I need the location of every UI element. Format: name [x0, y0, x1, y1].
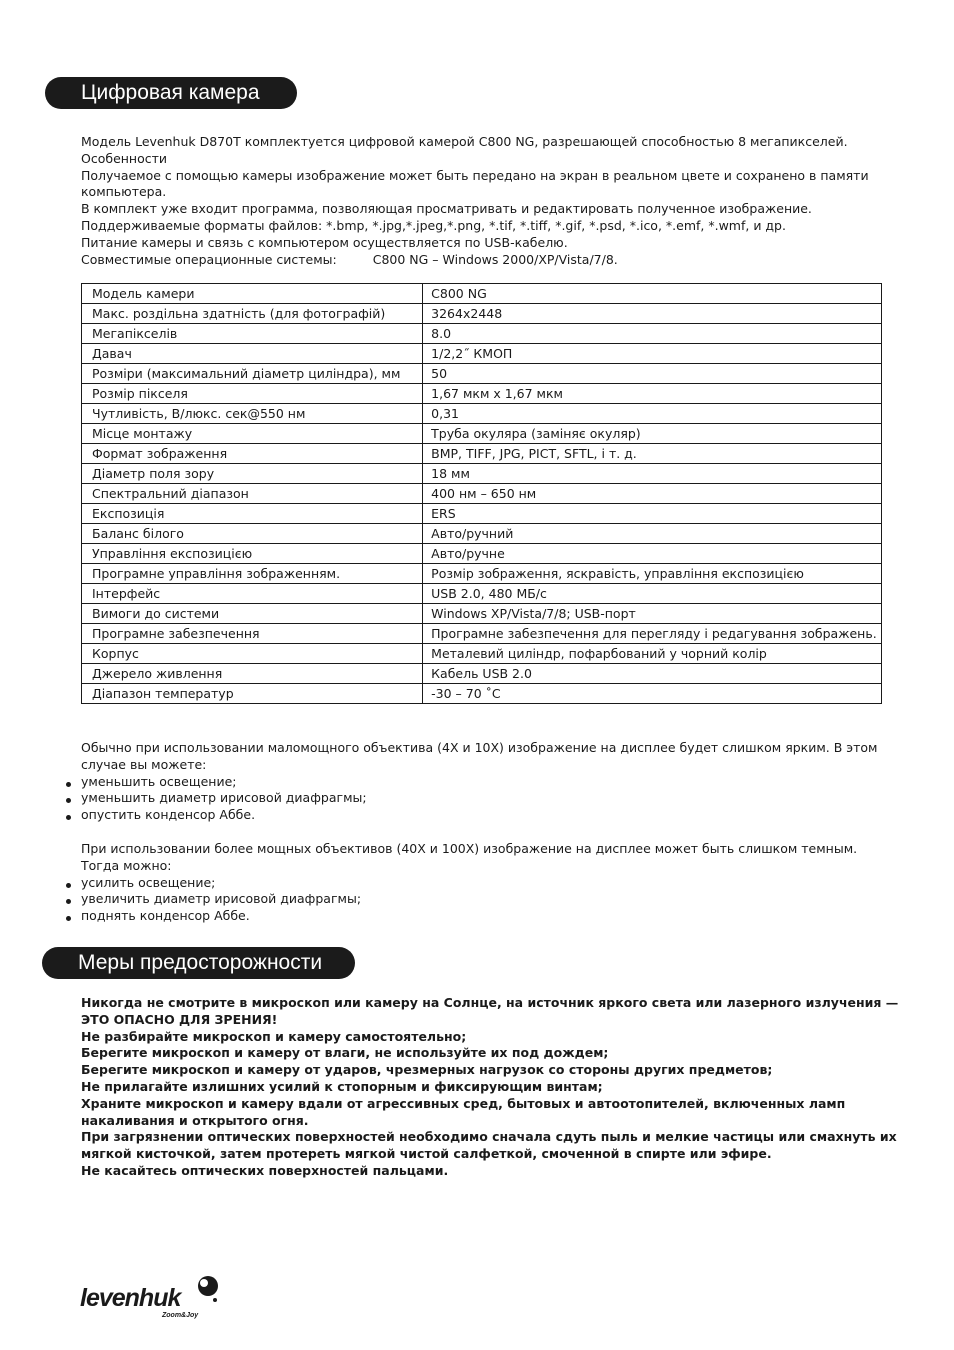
spec-parameter-cell: Макс. роздільна здатність (для фотографій) — [82, 304, 423, 324]
bullet-icon — [66, 883, 71, 888]
bullet-icon — [66, 916, 71, 921]
intro-line: Поддерживаемые форматы файлов: *.bmp, *.jpg,*.jpeg,*.png, *.tif, *.tiff, *.gif, *.psd, *.ico, *.emf, *.wmf, и др. — [81, 217, 786, 233]
spec-parameter-cell: Управління експозицією — [82, 544, 423, 564]
warning-line: ЭТО ОПАСНО ДЛЯ ЗРЕНИЯ! — [81, 1011, 278, 1027]
warning-line: При загрязнении оптических поверхностей необходимо сначала сдуть пыль и мелкие частицы или смахнуть их — [81, 1129, 897, 1145]
compatible-os-label: Совместимые операционные системы: — [81, 251, 337, 267]
list-item — [81, 790, 896, 807]
table-row — [82, 324, 882, 344]
intro-line: Особенности — [81, 150, 168, 166]
table-row — [82, 644, 882, 664]
intro-text — [81, 134, 896, 268]
spec-parameter-cell: Чутливість, В/люкс. сек@550 нм — [82, 404, 423, 424]
table-row — [82, 304, 882, 324]
paragraph-line: Тогда можно: — [81, 857, 172, 873]
spec-parameter-cell: Корпус — [82, 644, 423, 664]
spec-parameter-cell: Розмір пікселя — [82, 384, 423, 404]
spec-parameter-cell: Мегапікселів — [82, 324, 423, 344]
table-row — [82, 624, 882, 644]
spec-value-cell: 1/2,2˝ КМОП — [423, 344, 882, 364]
spec-value-cell: Авто/ручний — [423, 524, 882, 544]
spec-value-cell: Металевий циліндр, пофарбований у чорний колір — [423, 644, 882, 664]
paragraph-line: случае вы можете: — [81, 756, 207, 772]
levenhuk-logo — [80, 1274, 220, 1324]
table-row — [82, 404, 882, 424]
spec-value-cell: 18 мм — [423, 464, 882, 484]
high-power-bullet-list — [81, 875, 896, 925]
bullet-icon — [66, 899, 71, 904]
table-row — [82, 444, 882, 464]
warning-line: мягкой кисточкой, затем протереть мягкой чистой салфеткой, смоченной в спирте или эфире. — [81, 1146, 772, 1162]
section-heading-precautions: Меры предосторожности — [42, 947, 355, 979]
intro-line: В комплект уже входит программа, позволяющая просматривать и редактировать полученное изображение. — [81, 201, 812, 217]
compatible-os-value: C800 NG – Windows 2000/XP/Vista/7/8. — [372, 251, 618, 267]
list-item — [81, 875, 896, 892]
warning-line: Не прилагайте излишних усилий к стопорным и фиксирующим винтам; — [81, 1078, 603, 1094]
table-row — [82, 364, 882, 384]
table-row — [82, 484, 882, 504]
table-row — [82, 604, 882, 624]
spec-value-cell: Труба окуляра (заміняє окуляр) — [423, 424, 882, 444]
list-item-text: опустить конденсор Аббе. — [81, 807, 256, 823]
spec-parameter-cell: Експозиція — [82, 504, 423, 524]
spec-value-cell: Програмне забезпечення для перегляду і редагування зображень. — [423, 624, 882, 644]
spec-value-cell: Розмір зображення, яскравість, управління експозицією — [423, 564, 882, 584]
list-item — [81, 774, 896, 791]
spec-value-cell: 3264x2448 — [423, 304, 882, 324]
spec-parameter-cell: Діапазон температур — [82, 684, 423, 704]
spec-parameter-cell: Розміри (максимальний діаметр циліндра), мм — [82, 364, 423, 384]
levenhuk-logo-icon — [192, 1274, 220, 1304]
list-item-text: уменьшить диаметр ирисовой диафрагмы; — [81, 790, 367, 806]
spec-value-cell: 400 нм – 650 нм — [423, 484, 882, 504]
list-item — [81, 807, 896, 824]
table-row — [82, 284, 882, 304]
spec-parameter-cell: Модель камери — [82, 284, 423, 304]
spec-parameter-cell: Формат зображення — [82, 444, 423, 464]
list-item-text: усилить освещение; — [81, 874, 216, 890]
table-row — [82, 384, 882, 404]
camera-spec-table — [81, 283, 882, 704]
table-row — [82, 684, 882, 704]
warning-line: Никогда не смотрите в микроскоп или камеру на Солнце, на источник яркого света или лазерного излучения — — [81, 995, 899, 1010]
intro-line: компьютера. — [81, 184, 167, 200]
table-row — [82, 544, 882, 564]
spec-parameter-cell: Спектральний діапазон — [82, 484, 423, 504]
warning-line: Храните микроскоп и камеру вдали от агрессивных сред, бытовых и автоотопителей, включенных ламп — [81, 1095, 846, 1111]
spec-parameter-cell: Джерело живлення — [82, 664, 423, 684]
spec-value-cell: ERS — [423, 504, 882, 524]
spec-value-cell: BMP, TIFF, JPG, PICT, SFTL, і т. д. — [423, 444, 882, 464]
spec-parameter-cell: Програмне забезпечення — [82, 624, 423, 644]
spec-value-cell: 0,31 — [423, 404, 882, 424]
list-item-text: увеличить диаметр ирисовой диафрагмы; — [81, 891, 362, 907]
spec-value-cell: Кабель USB 2.0 — [423, 664, 882, 684]
intro-line: Модель Levenhuk D870T комплектуется цифровой камерой C800 NG, разрешающей способностью 8 мегапикселей. — [81, 134, 848, 149]
list-item-text: поднять конденсор Аббе. — [81, 908, 250, 924]
spec-parameter-cell: Інтерфейс — [82, 584, 423, 604]
table-row — [82, 464, 882, 484]
spec-value-cell: Windows XP/Vista/7/8; USB-порт — [423, 604, 882, 624]
intro-line: Питание камеры и связь с компьютером осуществляется по USB-кабелю. — [81, 234, 568, 250]
spec-value-cell: 1,67 мкм x 1,67 мкм — [423, 384, 882, 404]
table-row — [82, 584, 882, 604]
bullet-icon — [66, 798, 71, 803]
spec-parameter-cell: Місце монтажу — [82, 424, 423, 444]
precautions-text — [81, 995, 899, 1180]
spec-value-cell: 8.0 — [423, 324, 882, 344]
list-item — [81, 891, 896, 908]
table-row — [82, 424, 882, 444]
high-power-advice — [81, 841, 896, 925]
section-heading-digital-camera: Цифровая камера — [45, 77, 297, 109]
low-power-bullet-list — [81, 774, 896, 824]
warning-line: Не разбирайте микроскоп и камеру самостоятельно; — [81, 1028, 467, 1044]
list-item — [81, 908, 896, 925]
spec-value-cell: -30 – 70 ˚C — [423, 684, 882, 704]
intro-line: Получаемое с помощью камеры изображение может быть передано на экран в реальном цвете и сохранено в памяти — [81, 167, 869, 183]
warning-line: Берегите микроскоп и камеру от влаги, не используйте их под дождем; — [81, 1045, 609, 1061]
spec-parameter-cell: Програмне управління зображенням. — [82, 564, 423, 584]
paragraph-line: Обычно при использовании маломощного объектива (4Х и 10Х) изображение на дисплее будет слишком ярким. В этом — [81, 740, 878, 755]
spec-value-cell: C800 NG — [423, 284, 882, 304]
table-row — [82, 564, 882, 584]
bullet-icon — [66, 782, 71, 787]
table-row — [82, 344, 882, 364]
compatible-os-line — [81, 252, 896, 269]
logo-wordmark: levenhuk — [80, 1284, 181, 1312]
low-power-advice — [81, 740, 896, 824]
spec-value-cell: Авто/ручне — [423, 544, 882, 564]
warning-line: Не касайтесь оптических поверхностей пальцами. — [81, 1162, 449, 1178]
spec-parameter-cell: Діаметр поля зору — [82, 464, 423, 484]
spec-value-cell: USB 2.0, 480 МБ/с — [423, 584, 882, 604]
spec-parameter-cell: Давач — [82, 344, 423, 364]
spec-parameter-cell: Вимоги до системи — [82, 604, 423, 624]
list-item-text: уменьшить освещение; — [81, 773, 237, 789]
bullet-icon — [66, 815, 71, 820]
warning-line: накаливания и открытого огня. — [81, 1112, 309, 1128]
logo-tagline: Zoom&Joy — [162, 1312, 199, 1319]
table-row — [82, 524, 882, 544]
paragraph-line: При использовании более мощных объективов (40Х и 100Х) изображение на дисплее может быть слишком темным. — [81, 841, 858, 856]
warning-line: Берегите микроскоп и камеру от ударов, чрезмерных нагрузок со стороны других предметов; — [81, 1062, 773, 1078]
spec-parameter-cell: Баланс білого — [82, 524, 423, 544]
table-row — [82, 504, 882, 524]
table-row — [82, 664, 882, 684]
spec-value-cell: 50 — [423, 364, 882, 384]
